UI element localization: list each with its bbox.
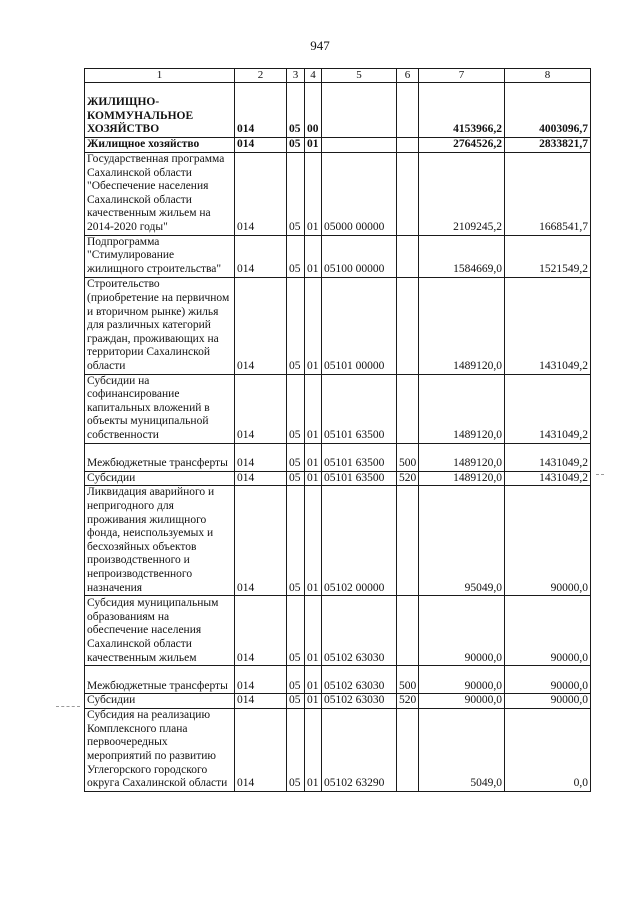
row-expense-type [397,374,419,443]
row-name: Субсидия на реализацию Комплексного плана первоочередных мероприятий по развитию Углегорского городского округа Сахалинской области [85,708,235,791]
table-row [85,596,591,666]
row-expense-type [397,138,419,153]
row-expense-type: 500 [397,666,419,694]
row-target: 05102 63290 [322,708,397,791]
row-subsection: 01 [305,138,322,153]
row-expense-type [397,596,419,666]
row-target: 05102 00000 [322,486,397,596]
row-subsection: 01 [305,374,322,443]
table-row [85,235,591,277]
row-amount-2: 90000,0 [505,694,591,709]
budget-table [84,68,591,792]
row-name: Ликвидация аварийного и непригодного для проживания жилищного фонда, неиспользуемых и бесхозяйных объектов производственного и непроизводственного назначения [85,486,235,596]
row-ministry: 014 [235,374,287,443]
row-amount-1: 1489120,0 [419,443,505,471]
row-ministry: 014 [235,277,287,374]
row-amount-1: 4153966,2 [419,83,505,138]
row-section: 05 [287,277,305,374]
row-target [322,138,397,153]
row-amount-1: 2109245,2 [419,152,505,235]
row-name: Субсидия муниципальным образованиям на обеспечение населения Сахалинской области качественным жильем [85,596,235,666]
row-subsection: 01 [305,666,322,694]
row-amount-2: 1431049,2 [505,443,591,471]
row-ministry: 014 [235,443,287,471]
row-amount-1: 1489120,0 [419,374,505,443]
row-target: 05102 63030 [322,666,397,694]
page-number: 947 [310,38,330,53]
table-row [85,277,591,374]
table-row [85,666,591,694]
column-header: 8 [505,69,591,83]
row-expense-type [397,708,419,791]
row-amount-1: 90000,0 [419,666,505,694]
row-target: 05101 63500 [322,443,397,471]
table-row [85,471,591,486]
row-target: 05101 00000 [322,277,397,374]
row-section: 05 [287,708,305,791]
row-ministry: 014 [235,83,287,138]
row-name: Жилищное хозяйство [85,138,235,153]
row-target: 05000 00000 [322,152,397,235]
row-name: Субсидии на софинансирование капитальных вложений в объекты муниципальной собственности [85,374,235,443]
table-row [85,83,591,138]
row-name: Субсидии [85,471,235,486]
row-target: 05102 63030 [322,596,397,666]
row-ministry: 014 [235,596,287,666]
row-amount-1: 95049,0 [419,486,505,596]
row-amount-1: 1489120,0 [419,471,505,486]
row-amount-1: 1584669,0 [419,235,505,277]
table-row [85,138,591,153]
table-body [85,69,591,792]
row-amount-2: 1521549,2 [505,235,591,277]
row-subsection: 01 [305,596,322,666]
row-amount-2: 90000,0 [505,596,591,666]
table-row [85,486,591,596]
row-section: 05 [287,666,305,694]
column-header: 6 [397,69,419,83]
row-amount-1: 5049,0 [419,708,505,791]
row-subsection: 01 [305,277,322,374]
row-ministry: 014 [235,708,287,791]
row-name: ЖИЛИЩНО-КОММУНАЛЬНОЕ ХОЗЯЙСТВО [85,83,235,138]
row-ministry: 014 [235,666,287,694]
column-header: 4 [305,69,322,83]
row-ministry: 014 [235,486,287,596]
row-ministry: 014 [235,235,287,277]
row-subsection: 01 [305,471,322,486]
row-amount-1: 1489120,0 [419,277,505,374]
row-section: 05 [287,374,305,443]
row-section: 05 [287,83,305,138]
row-expense-type [397,83,419,138]
row-section: 05 [287,486,305,596]
row-section: 05 [287,152,305,235]
row-amount-2: 1431049,2 [505,277,591,374]
column-header: 5 [322,69,397,83]
row-amount-2: 2833821,7 [505,138,591,153]
row-amount-2: 1431049,2 [505,471,591,486]
row-subsection: 01 [305,152,322,235]
row-amount-1: 90000,0 [419,694,505,709]
row-ministry: 014 [235,694,287,709]
row-section: 05 [287,235,305,277]
row-amount-2: 1668541,7 [505,152,591,235]
row-target: 05101 63500 [322,471,397,486]
row-subsection: 01 [305,486,322,596]
row-name: Строительство (приобретение на первичном и вторичном рынке) жилья для различных категорий граждан, проживающих на территории Сахалинской области [85,277,235,374]
table-row [85,694,591,709]
row-target: 05100 00000 [322,235,397,277]
row-subsection: 01 [305,443,322,471]
row-expense-type: 500 [397,443,419,471]
row-amount-2: 1431049,2 [505,374,591,443]
row-section: 05 [287,138,305,153]
row-name: Подпрограмма "Стимулирование жилищного строительства" [85,235,235,277]
row-amount-1: 90000,0 [419,596,505,666]
scan-mark [56,706,80,707]
row-subsection: 01 [305,708,322,791]
column-header: 7 [419,69,505,83]
row-amount-2: 90000,0 [505,486,591,596]
header-row [85,69,591,83]
table-row [85,443,591,471]
scan-mark [596,474,604,475]
row-section: 05 [287,694,305,709]
row-target: 05102 63030 [322,694,397,709]
row-amount-2: 4003096,7 [505,83,591,138]
row-name: Межбюджетные трансферты [85,666,235,694]
row-expense-type [397,277,419,374]
table-row [85,374,591,443]
row-name: Государственная программа Сахалинской области "Обеспечение населения Сахалинской области качественным жильем на 2014-2020 годы" [85,152,235,235]
row-amount-2: 0,0 [505,708,591,791]
row-subsection: 01 [305,694,322,709]
row-subsection: 01 [305,235,322,277]
row-expense-type: 520 [397,694,419,709]
column-header: 3 [287,69,305,83]
row-expense-type [397,235,419,277]
row-expense-type [397,486,419,596]
row-target [322,83,397,138]
column-header: 1 [85,69,235,83]
row-name: Межбюджетные трансферты [85,443,235,471]
row-ministry: 014 [235,152,287,235]
table-row [85,152,591,235]
row-expense-type: 520 [397,471,419,486]
row-ministry: 014 [235,138,287,153]
row-amount-2: 90000,0 [505,666,591,694]
row-section: 05 [287,443,305,471]
row-section: 05 [287,596,305,666]
row-target: 05101 63500 [322,374,397,443]
row-subsection: 00 [305,83,322,138]
table-row [85,708,591,791]
row-name: Субсидии [85,694,235,709]
row-section: 05 [287,471,305,486]
row-ministry: 014 [235,471,287,486]
row-amount-1: 2764526,2 [419,138,505,153]
column-header: 2 [235,69,287,83]
row-expense-type [397,152,419,235]
